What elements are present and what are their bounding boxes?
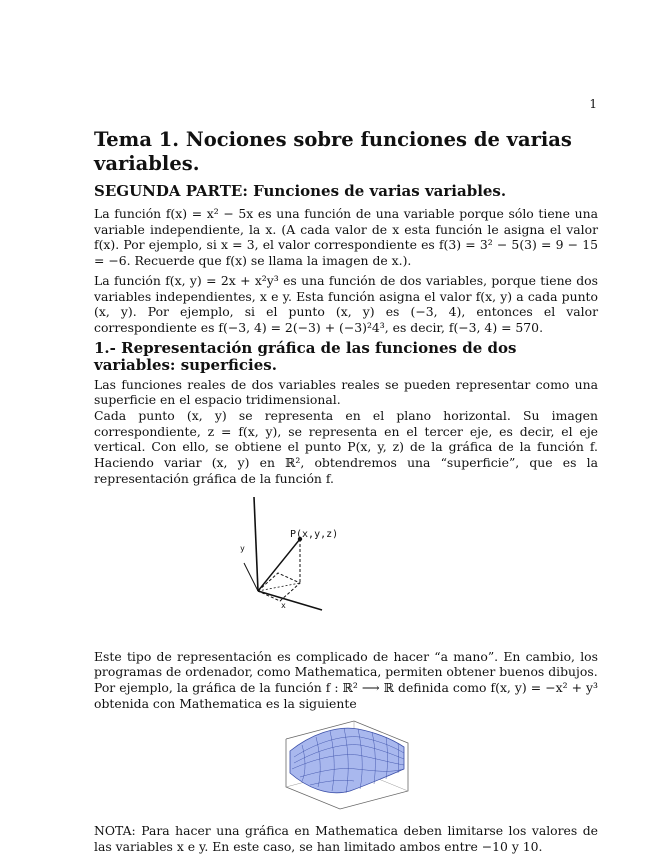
axes-diagram xyxy=(234,495,364,619)
paragraph-point-mapping: Cada punto (x, y) se representa en el plano horizontal. Su imagen correspondiente, z = f(x, y), se representa en el tercer eje, es decir, el eje vertical. Con ello, se obtiene el punto P(x, y, z) de la gráfica de la función f. Haciendo variar (x, y) en ℝ², obtendremos una “superficie”, que es la representación gráfica de la función f. xyxy=(94,408,598,486)
point-label: P(x,y,z) xyxy=(290,528,339,540)
x-axis-label: x xyxy=(281,600,286,610)
paragraph-computer-drawing: Este tipo de representación es complicado de hacer “a mano”. En cambio, los programas de ordenador, como Mathematica, permiten obtener buenos dibujos. xyxy=(94,648,598,680)
z-axis-line xyxy=(254,497,258,591)
y-axis-label: y xyxy=(240,543,245,553)
paragraph-one-variable: La función f(x) = x² − 5x es una función de una variable porque sólo tiene una variable independiente, la x. (A cada valor de x esta función le asigna el valor f(x). Por ejemplo, si x = 3, el valor correspondiente es f(3) = 3² − 5(3) = 9 − 15 = −6. Recuerde que f(x) se llama la imagen de x.). xyxy=(94,206,598,269)
paragraph-example-function: Por ejemplo, la gráfica de la función f : ℝ² ⟶ ℝ definida como f(x, y) = −x² + y³ obtenida con Mathematica es la siguiente xyxy=(94,679,598,711)
page-number: 1 xyxy=(589,97,597,111)
paragraph-note: NOTA: Para hacer una gráfica en Mathematica deben limitarse los valores de las variables x e y. En este caso, se han limitado ambos entre −10 y 10. xyxy=(94,823,598,855)
page-title: Tema 1. Nociones sobre funciones de varias variables. xyxy=(94,128,572,175)
page-subtitle: SEGUNDA PARTE: Funciones de varias variables. xyxy=(94,182,507,200)
page-content xyxy=(94,128,598,859)
x-axis-line xyxy=(244,563,258,591)
figure-3d-axes xyxy=(94,493,598,643)
y-axis-line xyxy=(258,591,322,610)
surface-shape xyxy=(290,728,404,793)
paragraph-surface-intro: Las funciones reales de dos variables reales se pueden representar como una superficie en el espacio tridimensional. xyxy=(94,376,598,408)
paragraph-two-variables: La función f(x, y) = 2x + x²y³ es una función de dos variables, porque tiene dos variables independientes, x e y. Esta función asigna el valor f(x, y) a cada punto (x, y). Por ejemplo, si el punto (x, y) es (−3, 4), entonces el valor correspondiente es f(−3, 4) = 2(−3) + (−3)²4³, es decir, f(−3, 4) = 570. xyxy=(94,272,598,335)
position-vector xyxy=(258,539,300,591)
section-heading-graphical-representation: 1.- Representación gráfica de las funciones de dos variables: superficies. xyxy=(94,338,517,374)
surface-plot xyxy=(280,717,412,813)
figure-mathematica-surface xyxy=(94,717,598,817)
